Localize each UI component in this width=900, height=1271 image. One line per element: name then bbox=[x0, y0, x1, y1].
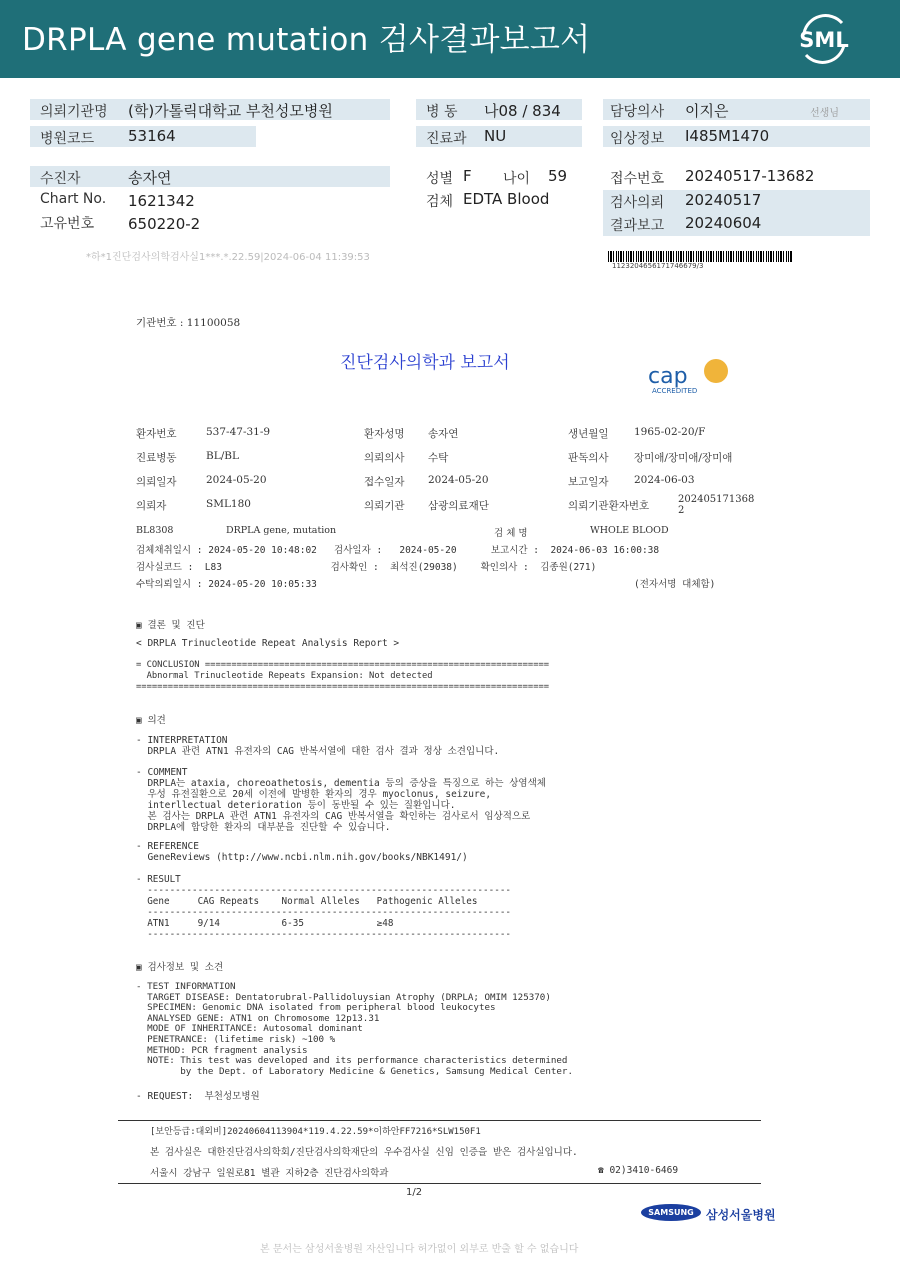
patient-value: 송자연 bbox=[128, 169, 172, 187]
info-value: 수탁 bbox=[428, 452, 449, 464]
ward-label: 병 동 bbox=[426, 104, 458, 120]
specimen-label: 검체 bbox=[426, 194, 454, 210]
section-testinfo: ▣ 검사정보 및 소견 bbox=[136, 962, 224, 973]
receipt-label: 접수번호 bbox=[610, 171, 665, 187]
patient-label: 수진자 bbox=[40, 171, 81, 187]
test-line-3: 검사실코드 : L83 검사확인 : 최석진(29038) 확인의사 : 김종원(271) bbox=[136, 562, 597, 573]
doctor-label: 담당의사 bbox=[610, 104, 665, 120]
info-label: 의뢰일자 bbox=[136, 476, 177, 488]
test-code: BL8308 bbox=[136, 525, 174, 536]
divider-top bbox=[118, 1120, 761, 1121]
info-label: 의뢰기관 bbox=[364, 500, 405, 512]
page-number: 1/2 bbox=[406, 1187, 423, 1198]
info-label: 환자번호 bbox=[136, 428, 177, 440]
info-value: 537-47-31-9 bbox=[206, 426, 271, 438]
info-label: 보고일자 bbox=[568, 476, 609, 488]
cap-sub: ACCREDITED bbox=[652, 387, 698, 395]
specimen-value: EDTA Blood bbox=[463, 190, 550, 208]
barcode bbox=[608, 251, 792, 262]
info-label: 의뢰기관환자번호 bbox=[568, 500, 650, 512]
doctor-suffix: 선생님 bbox=[810, 108, 839, 119]
interpretation-block: - INTERPRETATION DRPLA 관련 ATN1 유전자의 CAG 반복서열에 대한 검사 결과 정상 소견입니다. bbox=[136, 735, 500, 757]
cap-text: cap bbox=[648, 364, 688, 389]
institution-value: (학)가톨릭대학교 부천성모병원 bbox=[128, 102, 333, 120]
info-value: 2024-05-20 bbox=[206, 474, 267, 486]
clinical-value: I485M1470 bbox=[685, 127, 770, 145]
address-line: 서울시 강남구 일원로81 별관 지하2층 진단검사의학과 bbox=[150, 1168, 389, 1179]
section-conclusion: ▣ 결론 및 진단 bbox=[136, 620, 205, 631]
uid-value: 650220-2 bbox=[128, 215, 201, 233]
cert-line: 본 검사실은 대한진단검사의학회/진단검사의학재단의 우수검사실 신임 인증을 받은 검사실입니다. bbox=[150, 1147, 578, 1158]
comment-block: - COMMENT DRPLA는 ataxia, choreoathetosis, dementia 등의 증상을 특징으로 하는 상염색체 우성 유전질환으로 20세 이전에 발병한 환자의 경우 myoclonus, seizure, interllectual deterioration 등이 동반될 수 있는 질환입니다. 본 검사는 DRPLA 관련 ATN1 유전자의 CAG 반복서열을 확인하는 검사로서 임상적으로 DRPLA에 합당한 환자의 대부분을 진단할 수 있습니다. bbox=[136, 767, 546, 833]
test-line-2: 검체채취일시 : 2024-05-20 10:48:02 검사일자 : 2024-05-20 보고시간 : 2024-06-03 16:00:38 bbox=[136, 545, 660, 556]
cap-logo bbox=[648, 356, 736, 396]
test-name: DRPLA gene, mutation bbox=[226, 525, 337, 536]
info-label: 진료병동 bbox=[136, 452, 177, 464]
bottom-note: 본 문서는 삼성서울병원 자산입니다 허가없이 외부로 반출 할 수 없습니다 bbox=[260, 1244, 579, 1255]
info-value: SML180 bbox=[206, 498, 251, 510]
age-label: 나이 bbox=[503, 171, 531, 187]
sml-logo bbox=[796, 13, 852, 65]
test-line-4: 수탁의뢰일시 : 2024-05-20 10:05:33 bbox=[136, 579, 317, 590]
info-value: 1965-02-20/F bbox=[634, 426, 706, 438]
testinfo-block: - TEST INFORMATION TARGET DISEASE: Dentatorubral-Pallidoluysian Atrophy (DRPLA; OMIM 125370) SPECIMEN: Genomic DNA isolated from peripheral blood leukocytes ANALYSED GENE: ATN1 on Chromosome 12p13.31 MODE OF INHERITANCE: Autosomal dominant PENETRANCE: (lifetime risk) ~100 % METHOD: PCR fragment analysis NOTE: This test was developed and its performance characteristics determined by the Dept. of Laboratory Medicine & Genetics, Samsung Medical Center. bbox=[136, 981, 573, 1077]
request-label: 검사의뢰 bbox=[610, 195, 665, 211]
logo-text: SML bbox=[799, 28, 849, 52]
dept-value: NU bbox=[484, 127, 507, 145]
request-value: 20240517 bbox=[685, 191, 762, 209]
institution-label: 의뢰기관명 bbox=[40, 104, 108, 120]
info-value: BL/BL bbox=[206, 450, 239, 462]
doctor-value: 이지은 bbox=[685, 102, 729, 120]
report-value: 20240604 bbox=[685, 214, 762, 232]
info-label: 환자성명 bbox=[364, 428, 405, 440]
report-subtitle: < DRPLA Trinucleotide Repeat Analysis Report > bbox=[136, 638, 400, 649]
header-bar bbox=[0, 0, 900, 78]
sex-value: F bbox=[463, 167, 472, 185]
specimen-name-label: 검 체 명 bbox=[494, 528, 528, 539]
request-line: - REQUEST: 부천성모병원 bbox=[136, 1091, 260, 1102]
age-value: 59 bbox=[548, 167, 568, 185]
security-line: [보안등급:대외비]20240604113904*119.4.22.59*이하안FF7216*SLW150F1 bbox=[150, 1127, 481, 1137]
code-label: 병원코드 bbox=[40, 131, 95, 147]
chart-label: Chart No. bbox=[40, 191, 107, 207]
info-label: 접수일자 bbox=[364, 476, 405, 488]
reference-block: - REFERENCE GeneReviews (http://www.ncbi.nlm.nih.gov/books/NBK1491/) bbox=[136, 841, 468, 863]
hospital-name: 삼성서울병원 bbox=[706, 1208, 776, 1222]
phone-line: ☎ 02)3410-6469 bbox=[598, 1165, 679, 1176]
info-value: 삼광의료재단 bbox=[428, 500, 489, 512]
result-block: - RESULT ----------------------------------------------------------------- Gene CAG Repeats Normal Alleles Pathogenic Alleles ----------------------------------------------------------------- ATN1 9/14 6-35 ≥48 ----------------------------------------------------------------- bbox=[136, 874, 512, 940]
clinical-label: 임상정보 bbox=[610, 131, 665, 147]
chart-value: 1621342 bbox=[128, 192, 195, 210]
receipt-value: 20240517-13682 bbox=[685, 167, 815, 185]
info-label: 의뢰의사 bbox=[364, 452, 405, 464]
uid-label: 고유번호 bbox=[40, 216, 95, 232]
sex-label: 성별 bbox=[426, 171, 454, 187]
info-label: 의뢰자 bbox=[136, 500, 167, 512]
report-label: 결과보고 bbox=[610, 218, 665, 234]
ward-value: 나08 / 834 bbox=[484, 102, 561, 120]
info-value: 202405171368 2 bbox=[678, 494, 755, 516]
print-stamp: *하*1진단검사의학검사실1***.*.22.59|2024-06-04 11:39:53 bbox=[86, 252, 370, 263]
specimen-name: WHOLE BLOOD bbox=[590, 525, 669, 536]
section-opinion: ▣ 의견 bbox=[136, 715, 166, 726]
info-value: 장미애/장미애/장미애 bbox=[634, 452, 733, 464]
barcode-text: 1123204656171746679/3 bbox=[612, 262, 704, 270]
report-title: 진단검사의학과 보고서 bbox=[340, 353, 510, 373]
info-value: 2024-05-20 bbox=[428, 474, 489, 486]
info-label: 생년월일 bbox=[568, 428, 609, 440]
conclusion-block: = CONCLUSION ================================================================= Abnormal Trinucleotide Repeats Expansion: Not detected ============================================================================== bbox=[136, 660, 550, 692]
divider-bottom bbox=[118, 1183, 761, 1184]
info-label: 판독의사 bbox=[568, 452, 609, 464]
org-no: 기관번호 : 11100058 bbox=[136, 317, 241, 329]
info-value: 2024-06-03 bbox=[634, 474, 695, 486]
sign-note: (전자서명 대체함) bbox=[634, 579, 716, 590]
info-value: 송자연 bbox=[428, 428, 459, 440]
patient-box bbox=[30, 166, 390, 187]
page-title: DRPLA gene mutation 검사결과보고서 bbox=[22, 22, 591, 58]
code-value: 53164 bbox=[128, 127, 176, 145]
samsung-logo: SAMSUNG bbox=[641, 1204, 701, 1221]
dept-label: 진료과 bbox=[426, 131, 467, 147]
